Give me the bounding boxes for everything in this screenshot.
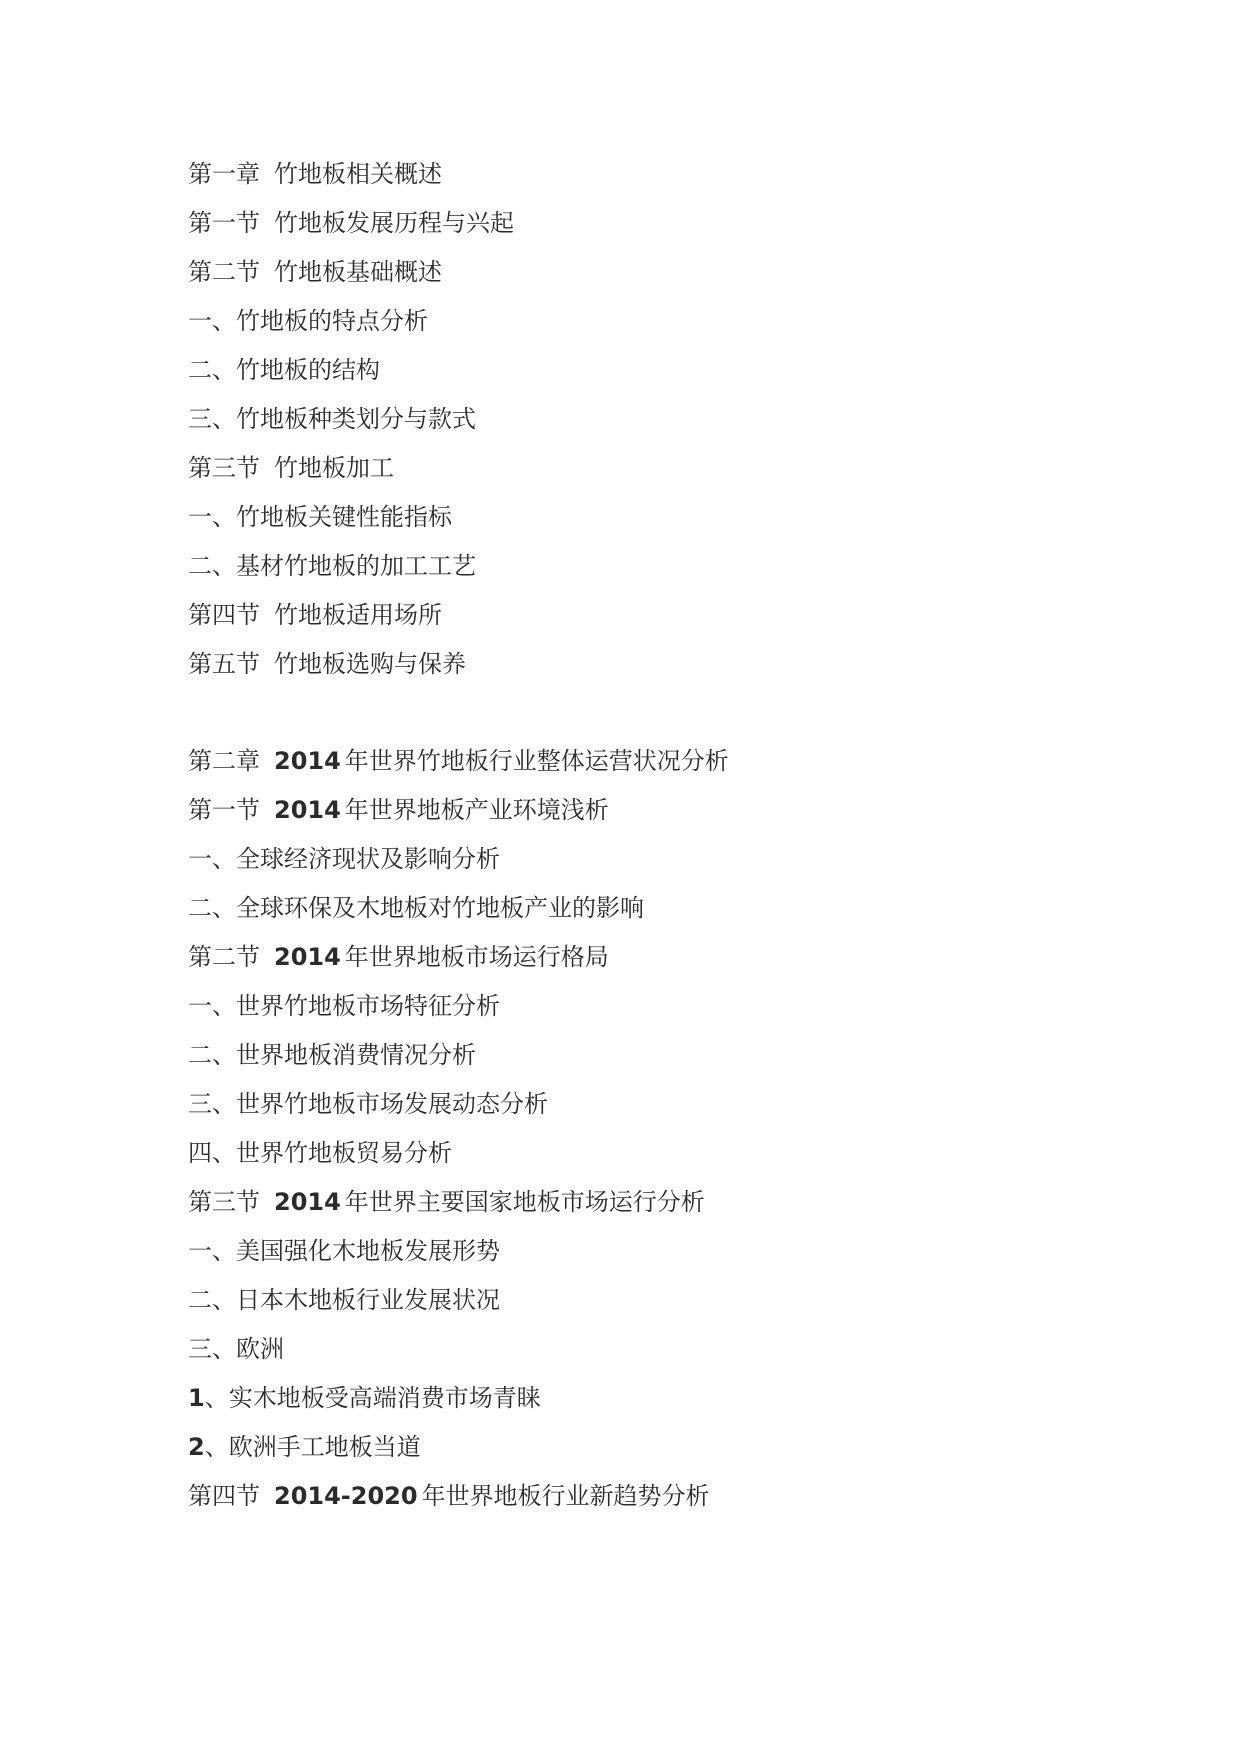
toc-entry (188, 786, 1148, 835)
toc-text: 、实木地板受高端消费市场青睐 (204, 1384, 541, 1412)
toc-text: 年世界竹地板行业整体运营状况分析 (344, 747, 729, 775)
toc-text: 竹地板加工 (274, 454, 394, 482)
toc-entry (188, 1374, 1148, 1423)
toc-prefix: 第二节 (188, 258, 260, 286)
toc-entry (188, 248, 1148, 297)
toc-text: 年世界地板市场运行格局 (344, 943, 609, 971)
toc-text: 竹地板基础概述 (274, 258, 442, 286)
toc-entry (188, 1178, 1148, 1227)
toc-text: 一、竹地板关键性能指标 (188, 503, 452, 531)
toc-entry (188, 737, 1148, 786)
toc-text: 竹地板相关概述 (274, 160, 442, 188)
toc-index: 1 (188, 1384, 205, 1412)
toc-text: 二、日本木地板行业发展状况 (188, 1286, 500, 1314)
toc-text: 、欧洲手工地板当道 (204, 1433, 421, 1461)
toc-text: 四、世界竹地板贸易分析 (188, 1139, 452, 1167)
toc-prefix: 第一章 (188, 160, 260, 188)
toc-entry (188, 1472, 1148, 1521)
toc-entry (188, 933, 1148, 982)
toc-text: 三、欧洲 (188, 1335, 284, 1363)
toc-prefix: 第二节 (188, 943, 260, 971)
toc-entry (188, 199, 1148, 248)
toc-chapter-1 (188, 150, 1148, 689)
toc-year: 2014 (274, 747, 341, 775)
toc-text: 三、世界竹地板市场发展动态分析 (188, 1090, 548, 1118)
toc-year: 2014 (274, 1188, 341, 1216)
toc-entry (188, 150, 1148, 199)
toc-prefix: 第五节 (188, 650, 260, 678)
toc-entry (188, 1031, 1148, 1080)
toc-year: 2014 (274, 943, 341, 971)
table-of-contents (188, 150, 1148, 1521)
toc-entry (188, 982, 1148, 1031)
toc-text: 一、美国强化木地板发展形势 (188, 1237, 500, 1265)
toc-entry (188, 1129, 1148, 1178)
toc-entry (188, 1325, 1148, 1374)
toc-text: 一、竹地板的特点分析 (188, 307, 428, 335)
toc-chapter-2 (188, 737, 1148, 1521)
toc-entry (188, 346, 1148, 395)
toc-text: 二、全球环保及木地板对竹地板产业的影响 (188, 894, 644, 922)
toc-entry (188, 835, 1148, 884)
toc-text: 一、世界竹地板市场特征分析 (188, 992, 500, 1020)
toc-year: 2014-2020 (274, 1482, 418, 1510)
toc-prefix: 第一节 (188, 209, 260, 237)
toc-year: 2014 (274, 796, 341, 824)
toc-text: 竹地板适用场所 (274, 601, 442, 629)
toc-entry (188, 591, 1148, 640)
toc-prefix: 第三节 (188, 454, 260, 482)
toc-text: 二、世界地板消费情况分析 (188, 1041, 476, 1069)
toc-entry (188, 640, 1148, 689)
toc-text: 年世界地板行业新趋势分析 (421, 1482, 710, 1510)
toc-entry (188, 1276, 1148, 1325)
toc-entry (188, 1227, 1148, 1276)
toc-text: 二、竹地板的结构 (188, 356, 380, 384)
toc-entry (188, 1423, 1148, 1472)
toc-entry (188, 493, 1148, 542)
toc-entry (188, 884, 1148, 933)
toc-text: 竹地板发展历程与兴起 (274, 209, 514, 237)
toc-index: 2 (188, 1433, 205, 1461)
toc-entry (188, 297, 1148, 346)
toc-prefix: 第四节 (188, 1482, 260, 1510)
toc-prefix: 第四节 (188, 601, 260, 629)
toc-text: 三、竹地板种类划分与款式 (188, 405, 476, 433)
toc-prefix: 第三节 (188, 1188, 260, 1216)
toc-text: 一、全球经济现状及影响分析 (188, 845, 500, 873)
toc-text: 年世界主要国家地板市场运行分析 (344, 1188, 705, 1216)
toc-entry (188, 395, 1148, 444)
toc-entry (188, 444, 1148, 493)
toc-entry (188, 542, 1148, 591)
toc-prefix: 第二章 (188, 747, 260, 775)
toc-text: 竹地板选购与保养 (274, 650, 466, 678)
toc-prefix: 第一节 (188, 796, 260, 824)
toc-text: 年世界地板产业环境浅析 (344, 796, 609, 824)
toc-entry (188, 1080, 1148, 1129)
toc-text: 二、基材竹地板的加工工艺 (188, 552, 476, 580)
